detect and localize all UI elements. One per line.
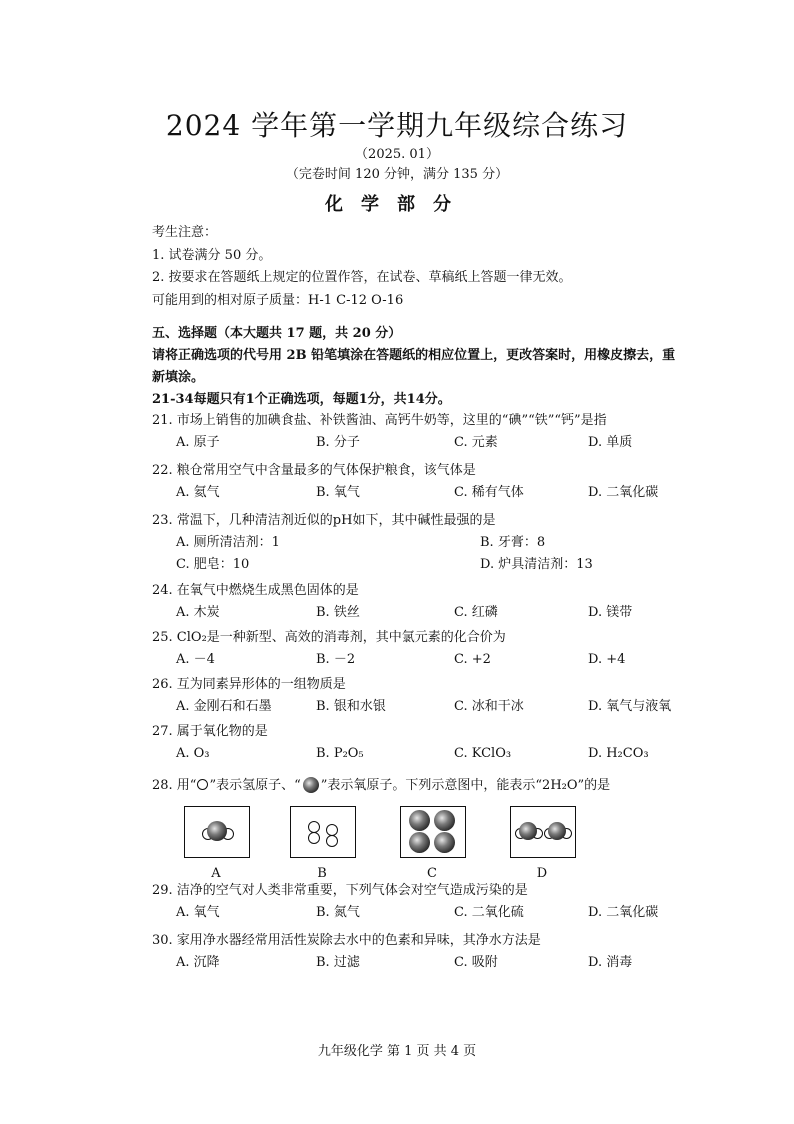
option-a: A. 氦气 [176, 485, 220, 500]
question-stem: 24. 在氧气中燃烧生成黑色固体的是 [152, 583, 359, 598]
option-d: D. 消毒 [588, 955, 633, 970]
oxygen-atom [409, 810, 430, 831]
option-c: C. 稀有气体 [454, 485, 524, 500]
question-stem: 22. 粮仓常用空气中含量最多的气体保护粮食，该气体是 [152, 463, 476, 478]
option-b: B. 分子 [316, 435, 360, 450]
notice-item: 1. 试卷满分 50 分。 [152, 247, 272, 263]
oxygen-atom [548, 822, 566, 840]
option-row [176, 952, 712, 974]
option-a: A. 沉降 [176, 955, 220, 970]
part5-instruction: 新填涂。 [152, 370, 205, 385]
option-b: B. －2 [316, 652, 356, 667]
option-d: D. 二氧化碳 [588, 485, 659, 500]
exam-title: 2024 学年第一学期九年级综合练习 [165, 109, 629, 142]
figure-box-a [184, 806, 250, 858]
option-a: A. 原子 [176, 435, 220, 450]
option-c: C. 吸附 [454, 955, 498, 970]
figure-box-b [290, 806, 356, 858]
option-a: A. 氧气 [176, 905, 220, 920]
exam-date: （2025. 01） [355, 147, 439, 162]
option-a: A. 木炭 [176, 605, 220, 620]
option-b: B. 铁丝 [316, 605, 360, 620]
option-row [176, 482, 712, 504]
option-b: B. 过滤 [316, 955, 360, 970]
option-b: B. 牙膏：8 [480, 535, 546, 550]
option-d: D. 镁带 [588, 605, 633, 620]
oxygen-atom [207, 821, 227, 841]
question-stem: 23. 常温下，几种清洁剂近似的pH如下，其中碱性最强的是 [152, 513, 496, 528]
option-b: B. 氮气 [316, 905, 360, 920]
option-row [176, 602, 712, 624]
question-23 [152, 510, 712, 576]
option-c: C. 元素 [454, 435, 498, 450]
hydrogen-atom [326, 835, 338, 847]
part5-header [152, 323, 712, 411]
option-c: C. 冰和干冰 [454, 699, 524, 714]
notice-heading: 考生注意： [152, 225, 218, 240]
option-d: D. H₂CO₃ [588, 746, 649, 761]
question-26 [152, 674, 712, 718]
question-28 [152, 775, 712, 797]
option-b: B. P₂O₅ [316, 746, 364, 761]
page-footer: 九年级化学 第 1 页 共 4 页 [317, 1044, 477, 1059]
option-d: D. 炉具清洁剂：13 [480, 557, 593, 572]
option-row [176, 743, 712, 765]
option-d: D. 氧气与液氧 [588, 699, 672, 714]
option-c: C. 红磷 [454, 605, 498, 620]
oxygen-atom [519, 822, 537, 840]
option-d: D. 二氧化碳 [588, 905, 659, 920]
option-row [176, 902, 712, 924]
option-a: A. 金刚石和石墨 [176, 699, 272, 714]
question-stem: 30. 家用净水器经常用活性炭除去水中的色素和异味，其净水方法是 [152, 933, 541, 948]
option-row [176, 554, 712, 576]
oxygen-atom-icon [303, 777, 319, 793]
hydrogen-atom-icon [197, 779, 208, 790]
option-d: D. 单质 [588, 435, 633, 450]
figure-label-d: D [536, 866, 548, 881]
question-25 [152, 627, 712, 671]
part5-rule: 21-34每题只有1个正确选项，每题1分，共14分。 [152, 392, 451, 407]
option-c: C. +2 [454, 652, 491, 667]
figure-label-b: B [317, 866, 327, 881]
option-a: A. －4 [176, 652, 215, 667]
option-row [176, 532, 712, 554]
option-row [176, 649, 712, 671]
question-30 [152, 930, 712, 974]
question-stem: 26. 互为同素异形体的一组物质是 [152, 677, 346, 692]
oxygen-atom [434, 832, 455, 853]
oxygen-atom [434, 810, 455, 831]
option-b: B. 氧气 [316, 485, 360, 500]
part5-heading: 五、选择题（本大题共 17 题，共 20 分） [152, 326, 402, 341]
question-stem: 21. 市场上销售的加碘食盐、补铁酱油、高钙牛奶等，这里的“碘”“铁”“钙”是指 [152, 413, 607, 428]
notice-item: 可能用到的相对原子质量：H-1 C-12 O-16 [152, 292, 404, 308]
question-21 [152, 410, 712, 454]
stem-part: 28. 用“ [152, 778, 197, 793]
notice-item: 2. 按要求在答题纸上规定的位置作答，在试卷、草稿纸上答题一律无效。 [152, 270, 572, 285]
question-29 [152, 880, 712, 924]
question-27 [152, 721, 712, 765]
molecule-figures [184, 806, 604, 886]
option-d: D. +4 [588, 652, 626, 667]
option-row [176, 696, 712, 718]
figure-label-c: C [427, 866, 437, 881]
option-c: C. 二氧化硫 [454, 905, 524, 920]
figure-box-d [510, 806, 576, 858]
figure-label-a: A [211, 866, 221, 881]
option-c: C. 肥皂：10 [176, 557, 250, 572]
option-row [176, 432, 712, 454]
option-a: A. 厕所清洁剂：1 [176, 535, 280, 550]
part5-instruction: 请将正确选项的代号用 2B 铅笔填涂在答题纸的相应位置上，更改答案时，用橡皮擦去，重 [152, 348, 676, 363]
option-c: C. KClO₃ [454, 746, 512, 761]
figure-box-c [400, 806, 466, 858]
question-stem: 27. 属于氧化物的是 [152, 724, 268, 739]
hydrogen-atom [308, 832, 320, 844]
question-stem [152, 775, 712, 797]
question-22 [152, 460, 712, 504]
question-stem: 29. 洁净的空气对人类非常重要，下列气体会对空气造成污染的是 [152, 883, 528, 898]
stem-part: ”表示氧原子。下列示意图中，能表示“2H₂O”的是 [320, 778, 611, 793]
stem-part: ”表示氢原子、“ [209, 778, 301, 793]
candidate-notice [152, 222, 712, 312]
option-a: A. O₃ [176, 746, 210, 761]
section-title: 化学部分 [325, 194, 469, 215]
exam-time-note: （完卷时间 120 分钟，满分 135 分） [285, 167, 509, 182]
question-stem: 25. ClO₂是一种新型、高效的消毒剂，其中氯元素的化合价为 [152, 630, 506, 645]
oxygen-atom [409, 832, 430, 853]
question-24 [152, 580, 712, 624]
option-b: B. 银和水银 [316, 699, 386, 714]
